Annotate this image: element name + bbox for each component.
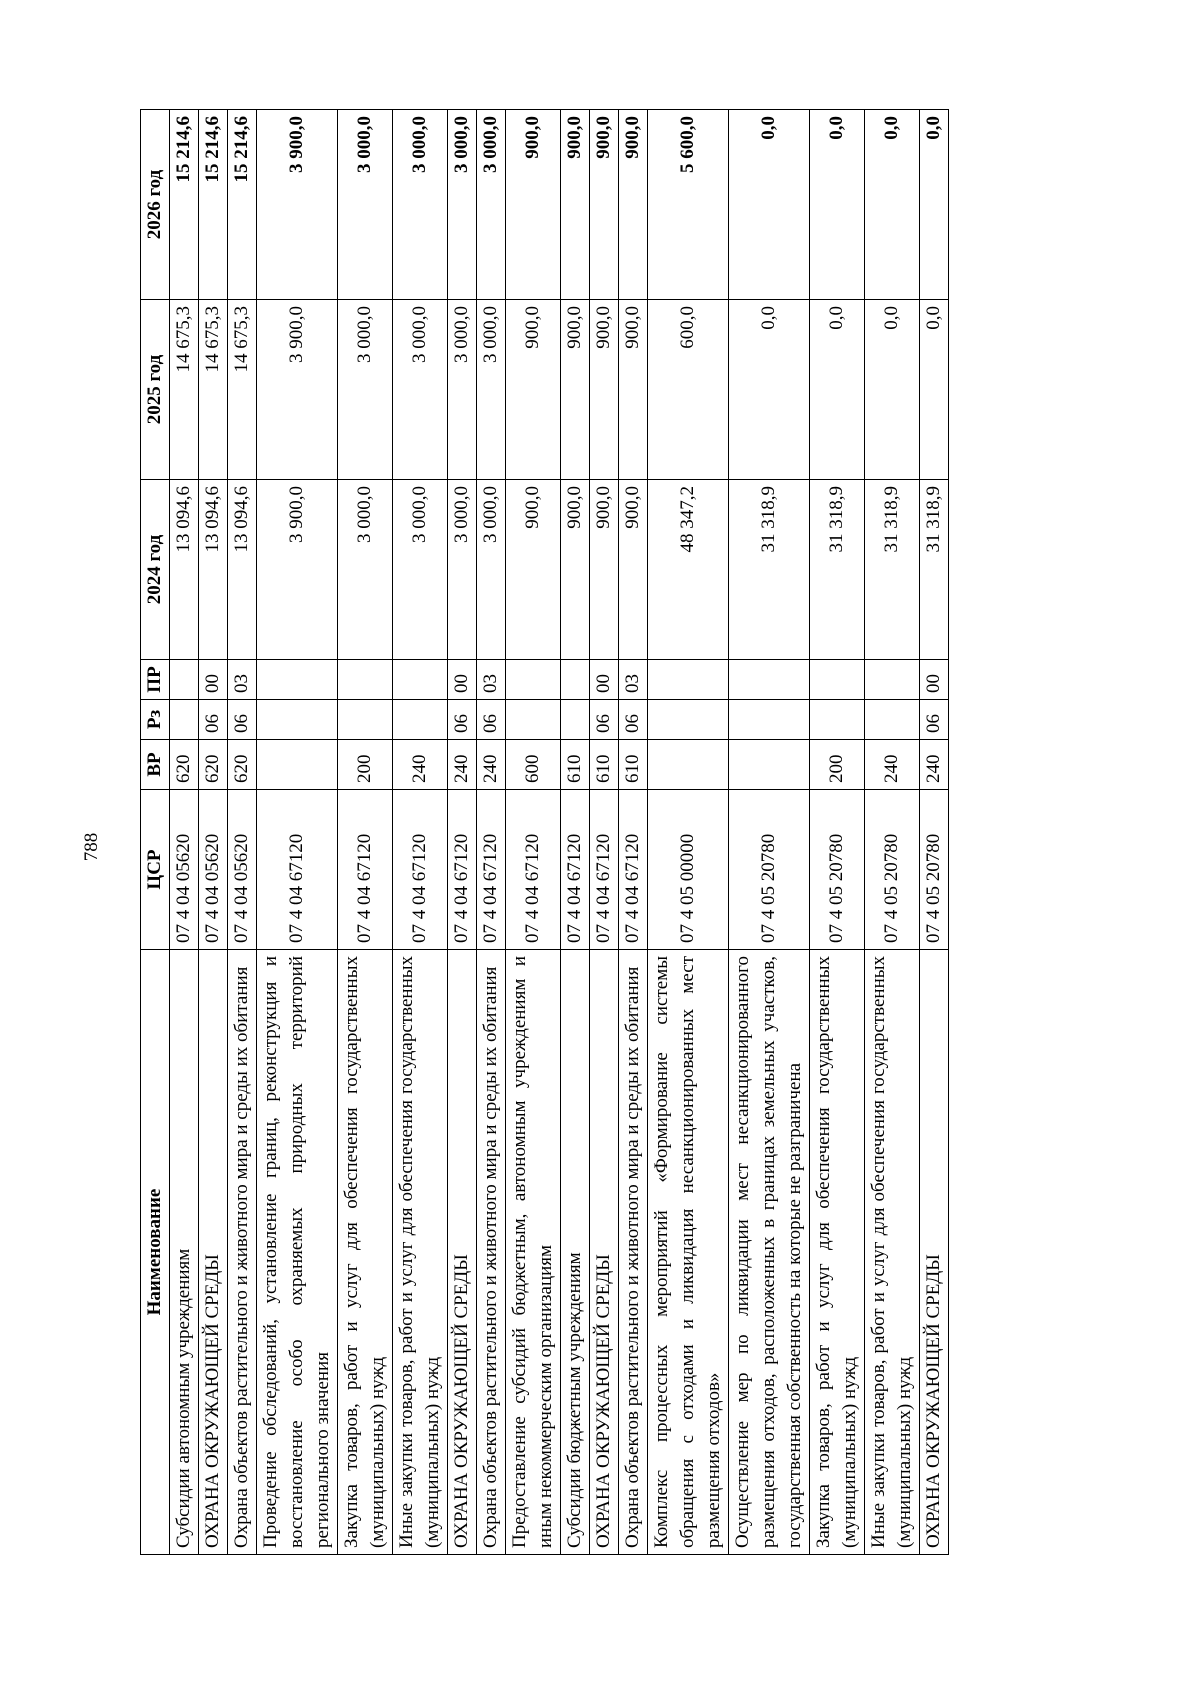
cell-2026: 900,0: [619, 110, 648, 300]
cell-pr: 03: [619, 660, 648, 700]
cell-2026: 3 000,0: [338, 110, 393, 300]
cell-rz: [257, 700, 338, 740]
cell-csr: 07 4 05 20780: [865, 790, 920, 950]
cell-pr: 00: [920, 660, 949, 700]
cell-2025: 3 000,0: [393, 300, 448, 480]
cell-name: Субсидии автономным учреждениям: [170, 950, 199, 1555]
cell-2026: 3 000,0: [448, 110, 477, 300]
table-row: [648, 110, 729, 1555]
cell-pr: [393, 660, 448, 700]
cell-2024: 3 900,0: [257, 480, 338, 660]
cell-name: Иные закупки товаров, работ и услуг для обеспечения государственных (муниципальных) нужд: [865, 950, 920, 1555]
cell-vr: 240: [865, 740, 920, 790]
table-row: [228, 110, 257, 1555]
cell-2024: 31 318,9: [729, 480, 810, 660]
cell-pr: 03: [477, 660, 506, 700]
table-row: [920, 110, 949, 1555]
cell-vr: [729, 740, 810, 790]
header-pr: ПР: [141, 660, 170, 700]
cell-2024: 13 094,6: [199, 480, 228, 660]
cell-2026: 3 900,0: [257, 110, 338, 300]
header-2024: 2024 год: [141, 480, 170, 660]
cell-rz: [865, 700, 920, 740]
table-row: [590, 110, 619, 1555]
cell-2026: 0,0: [865, 110, 920, 300]
cell-rz: [338, 700, 393, 740]
cell-2024: 3 000,0: [338, 480, 393, 660]
cell-name: Охрана объектов растительного и животного мира и среды их обитания: [619, 950, 648, 1555]
cell-rz: [648, 700, 729, 740]
table-row: [865, 110, 920, 1555]
cell-vr: 200: [338, 740, 393, 790]
cell-2024: 3 000,0: [448, 480, 477, 660]
cell-name: Закупка товаров, работ и услуг для обеспечения государственных (муниципальных) нужд: [338, 950, 393, 1555]
cell-2025: 900,0: [506, 300, 561, 480]
table-row: [257, 110, 338, 1555]
cell-2024: 900,0: [561, 480, 590, 660]
cell-pr: [561, 660, 590, 700]
cell-name: Субсидии бюджетным учреждениям: [561, 950, 590, 1555]
cell-csr: 07 4 04 67120: [338, 790, 393, 950]
table-row: [477, 110, 506, 1555]
cell-2026: 0,0: [810, 110, 865, 300]
cell-pr: [170, 660, 199, 700]
cell-rz: 06: [228, 700, 257, 740]
table-body: [170, 110, 949, 1555]
cell-name: ОХРАНА ОКРУЖАЮЩЕЙ СРЕДЫ: [199, 950, 228, 1555]
cell-rz: [393, 700, 448, 740]
cell-rz: [729, 700, 810, 740]
cell-name: Осуществление мер по ликвидации мест несанкционированного размещения отходов, расположенных в границах земельных участков, государственная собственность на которые не разграничена: [729, 950, 810, 1555]
cell-2026: 0,0: [920, 110, 949, 300]
cell-vr: 240: [393, 740, 448, 790]
cell-2026: 3 000,0: [477, 110, 506, 300]
cell-vr: 610: [590, 740, 619, 790]
budget-table: [140, 109, 949, 1555]
cell-csr: 07 4 04 67120: [506, 790, 561, 950]
cell-2025: 0,0: [920, 300, 949, 480]
header-rz: Рз: [141, 700, 170, 740]
cell-rz: 06: [199, 700, 228, 740]
header-vr: ВР: [141, 740, 170, 790]
cell-name: ОХРАНА ОКРУЖАЮЩЕЙ СРЕДЫ: [590, 950, 619, 1555]
cell-2025: 14 675,3: [228, 300, 257, 480]
cell-name: Охрана объектов растительного и животного мира и среды их обитания: [228, 950, 257, 1555]
cell-2024: 31 318,9: [865, 480, 920, 660]
cell-rz: 06: [590, 700, 619, 740]
cell-2024: 31 318,9: [920, 480, 949, 660]
cell-vr: 200: [810, 740, 865, 790]
table-header-row: [141, 110, 170, 1555]
cell-2026: 3 000,0: [393, 110, 448, 300]
cell-vr: 240: [477, 740, 506, 790]
cell-csr: 07 4 05 20780: [729, 790, 810, 950]
table-row: [448, 110, 477, 1555]
header-csr: ЦСР: [141, 790, 170, 950]
cell-name: Предоставление субсидий бюджетным, автономным учреждениям и иным некоммерческим организациям: [506, 950, 561, 1555]
cell-csr: 07 4 04 67120: [393, 790, 448, 950]
cell-name: Иные закупки товаров, работ и услуг для обеспечения государственных (муниципальных) нужд: [393, 950, 448, 1555]
table-row: [506, 110, 561, 1555]
cell-vr: 240: [448, 740, 477, 790]
cell-vr: 610: [619, 740, 648, 790]
cell-rz: [561, 700, 590, 740]
cell-pr: 00: [199, 660, 228, 700]
cell-vr: [257, 740, 338, 790]
cell-vr: 600: [506, 740, 561, 790]
budget-table-rotated: [140, 110, 1097, 1555]
cell-csr: 07 4 05 20780: [810, 790, 865, 950]
cell-2026: 900,0: [506, 110, 561, 300]
cell-pr: 00: [448, 660, 477, 700]
cell-2026: 15 214,6: [199, 110, 228, 300]
cell-name: Комплекс процессных мероприятий «Формирование системы обращения с отходами и ликвидация несанкционированных мест размещения отходов»: [648, 950, 729, 1555]
table-row: [561, 110, 590, 1555]
cell-rz: [506, 700, 561, 740]
cell-2025: 0,0: [729, 300, 810, 480]
cell-rz: 06: [920, 700, 949, 740]
cell-pr: [810, 660, 865, 700]
cell-2025: 3 000,0: [448, 300, 477, 480]
cell-vr: 620: [170, 740, 199, 790]
cell-name: Закупка товаров, работ и услуг для обеспечения государственных (муниципальных) нужд: [810, 950, 865, 1555]
cell-vr: [648, 740, 729, 790]
cell-csr: 07 4 04 05620: [228, 790, 257, 950]
cell-2026: 5 600,0: [648, 110, 729, 300]
cell-2025: 600,0: [648, 300, 729, 480]
cell-2026: 15 214,6: [170, 110, 199, 300]
cell-2026: 0,0: [729, 110, 810, 300]
cell-2024: 13 094,6: [228, 480, 257, 660]
cell-2025: 3 000,0: [477, 300, 506, 480]
cell-csr: 07 4 04 67120: [257, 790, 338, 950]
cell-pr: [648, 660, 729, 700]
cell-name: ОХРАНА ОКРУЖАЮЩЕЙ СРЕДЫ: [920, 950, 949, 1555]
table-row: [199, 110, 228, 1555]
cell-csr: 07 4 05 00000: [648, 790, 729, 950]
cell-csr: 07 4 05 20780: [920, 790, 949, 950]
table-row: [729, 110, 810, 1555]
header-name: Наименование: [141, 950, 170, 1555]
header-2026: 2026 год: [141, 110, 170, 300]
cell-rz: [810, 700, 865, 740]
cell-2024: 900,0: [619, 480, 648, 660]
cell-pr: [338, 660, 393, 700]
cell-2024: 13 094,6: [170, 480, 199, 660]
table-row: [810, 110, 865, 1555]
cell-rz: 06: [477, 700, 506, 740]
cell-csr: 07 4 04 67120: [619, 790, 648, 950]
cell-2026: 15 214,6: [228, 110, 257, 300]
cell-pr: 00: [590, 660, 619, 700]
cell-2025: 0,0: [865, 300, 920, 480]
cell-2024: 3 000,0: [393, 480, 448, 660]
cell-2024: 48 347,2: [648, 480, 729, 660]
cell-csr: 07 4 04 67120: [561, 790, 590, 950]
cell-2025: 900,0: [619, 300, 648, 480]
cell-2025: 3 000,0: [338, 300, 393, 480]
cell-2024: 900,0: [506, 480, 561, 660]
cell-rz: [170, 700, 199, 740]
cell-2025: 0,0: [810, 300, 865, 480]
cell-2025: 14 675,3: [199, 300, 228, 480]
cell-pr: [865, 660, 920, 700]
table-row: [338, 110, 393, 1555]
cell-pr: [506, 660, 561, 700]
cell-2024: 31 318,9: [810, 480, 865, 660]
cell-pr: [729, 660, 810, 700]
table-row: [170, 110, 199, 1555]
cell-2025: 14 675,3: [170, 300, 199, 480]
cell-rz: 06: [619, 700, 648, 740]
cell-2025: 3 900,0: [257, 300, 338, 480]
cell-pr: [257, 660, 338, 700]
cell-name: Проведение обследований, установление границ, реконструкция и восстановление особо охраняемых природных территорий регионального значения: [257, 950, 338, 1555]
cell-csr: 07 4 04 67120: [477, 790, 506, 950]
cell-csr: 07 4 04 05620: [170, 790, 199, 950]
cell-rz: 06: [448, 700, 477, 740]
cell-2025: 900,0: [590, 300, 619, 480]
cell-vr: 240: [920, 740, 949, 790]
cell-2024: 900,0: [590, 480, 619, 660]
cell-2024: 3 000,0: [477, 480, 506, 660]
cell-vr: 610: [561, 740, 590, 790]
table-row: [393, 110, 448, 1555]
table-row: [619, 110, 648, 1555]
cell-csr: 07 4 04 67120: [448, 790, 477, 950]
page-number: 788: [81, 832, 102, 862]
cell-2025: 900,0: [561, 300, 590, 480]
cell-csr: 07 4 04 67120: [590, 790, 619, 950]
cell-pr: 03: [228, 660, 257, 700]
cell-2026: 900,0: [561, 110, 590, 300]
cell-csr: 07 4 04 05620: [199, 790, 228, 950]
cell-vr: 620: [199, 740, 228, 790]
cell-2026: 900,0: [590, 110, 619, 300]
header-2025: 2025 год: [141, 300, 170, 480]
cell-name: Охрана объектов растительного и животного мира и среды их обитания: [477, 950, 506, 1555]
cell-name: ОХРАНА ОКРУЖАЮЩЕЙ СРЕДЫ: [448, 950, 477, 1555]
cell-vr: 620: [228, 740, 257, 790]
